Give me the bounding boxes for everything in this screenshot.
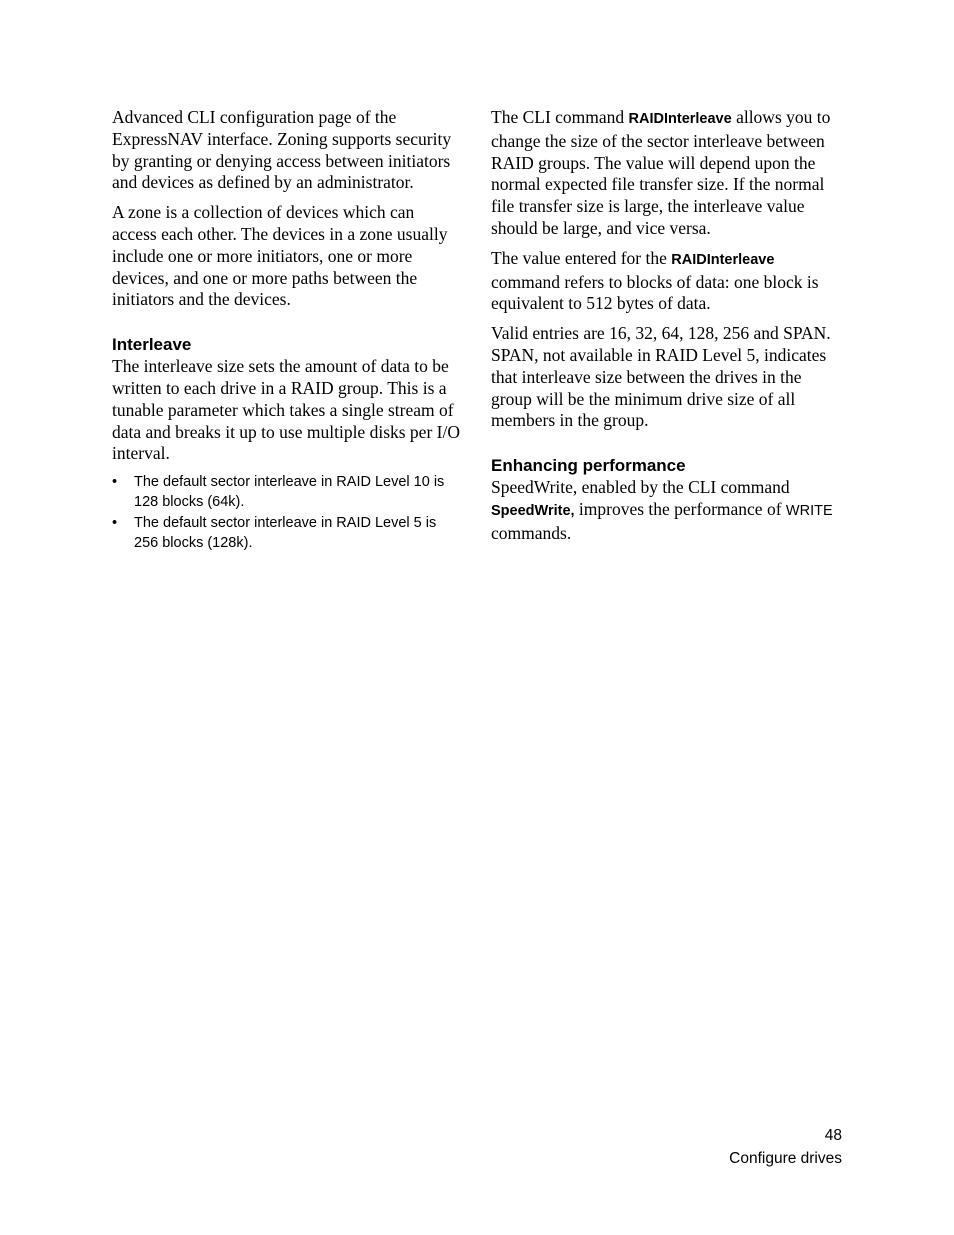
interleave-heading: Interleave [112, 335, 192, 355]
raidinterleave-paragraph: The CLI command RAIDInterleave allows you to change the size of the sector interleave between RAID groups. The value will depend upon the normal expected file transfer size. If the normal file transfer size is large, the interleave value should be large, and vice versa. [491, 107, 831, 238]
zone-paragraph: A zone is a collection of devices which can access each other. The devices in a zone usually include one or more initiators, one or more devices, and one or more paths between the initiators and the devices. [112, 202, 448, 310]
interleave-bullet-list [112, 473, 462, 553]
page-footer [729, 1124, 842, 1170]
command-raidinterleave: RAIDInterleave [671, 251, 775, 268]
value-paragraph: The value entered for the RAIDInterleave command refers to blocks of data: one block is equivalent to 512 bytes of data. [491, 247, 819, 314]
command-speedwrite: SpeedWrite, [491, 502, 575, 519]
command-write: WRITE [785, 502, 833, 519]
interleave-paragraph: The interleave size sets the amount of data to be written to each drive in a RAID group. This is a tunable parameter which takes a single stream of data and breaks it up to use multiple disks per I/O interval. [112, 356, 460, 464]
intro-paragraph: Advanced CLI configuration page of the ExpressNAV interface. Zoning supports security by granting or denying access between initiators and devices as defined by an administrator. [112, 107, 452, 193]
valid-entries-paragraph: Valid entries are 16, 32, 64, 128, 256 and SPAN. SPAN, not available in RAID Level 5, indicates that interleave size between the drives in the group will be the minimum drive size of all members in the group. [491, 323, 831, 431]
left-column [112, 107, 462, 555]
list-item-text: The default sector interleave in RAID Level 10 is 128 blocks (64k). [134, 474, 445, 510]
list-item-text: The default sector interleave in RAID Level 5 is 256 blocks (128k). [134, 515, 437, 551]
enhancing-performance-heading: Enhancing performance [491, 456, 686, 476]
list-item [112, 473, 462, 512]
speedwrite-paragraph: SpeedWrite, enabled by the CLI command SpeedWrite, improves the performance of WRITE commands. [491, 477, 833, 543]
section-title: Configure drives [729, 1150, 842, 1167]
bullet-icon: • [112, 515, 118, 532]
right-column [491, 107, 841, 553]
list-item [112, 514, 462, 553]
page-number: 48 [824, 1127, 842, 1144]
bullet-icon: • [112, 474, 118, 491]
command-raidinterleave: RAIDInterleave [628, 111, 732, 127]
